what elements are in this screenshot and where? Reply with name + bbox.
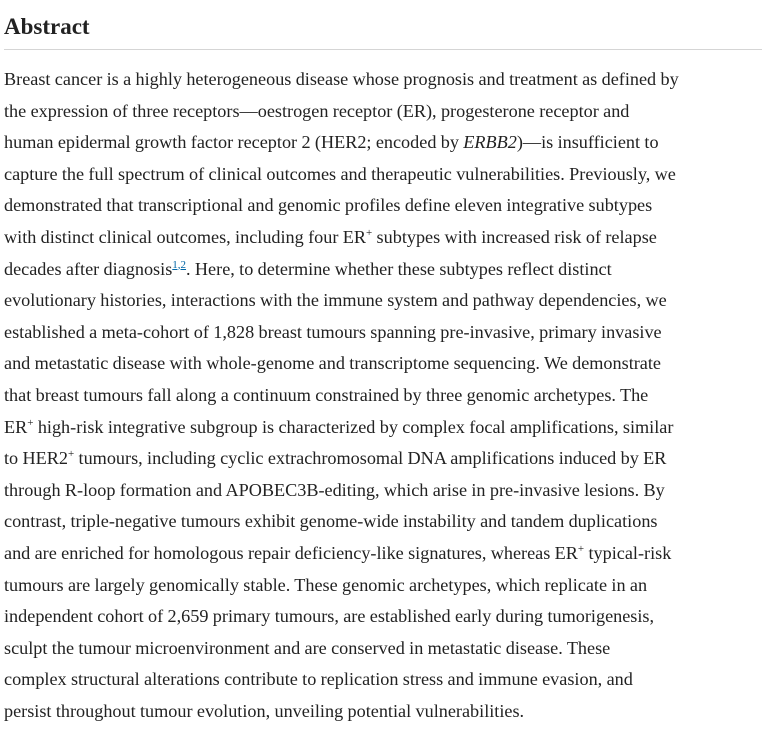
- abstract-line: and metastatic disease with whole-genome and transcriptome sequencing. We demonstrate: [4, 353, 661, 374]
- abstract-line: to HER2+ tumours, including cyclic extrachromosomal DNA amplifications induced by ER: [4, 448, 667, 469]
- superscript-plus: +: [365, 226, 373, 239]
- abstract-line: human epidermal growth factor receptor 2 (HER2; encoded by ERBB2)—is insufficient to: [4, 132, 659, 153]
- abstract-line: capture the full spectrum of clinical outcomes and therapeutic vulnerabilities. Previously, we: [4, 163, 676, 184]
- abstract-line: through R-loop formation and APOBEC3B-editing, which arise in pre-invasive lesions. By: [4, 479, 665, 500]
- abstract-line: with distinct clinical outcomes, including four ER+ subtypes with increased risk of relapse: [4, 226, 657, 247]
- abstract-line: sculpt the tumour microenvironment and are conserved in metastatic disease. These: [4, 637, 611, 658]
- abstract-line: established a meta-cohort of 1,828 breast tumours spanning pre-invasive, primary invasive: [4, 321, 662, 342]
- abstract-line: tumours are largely genomically stable. These genomic archetypes, which replicate in an: [4, 574, 648, 595]
- abstract-heading: Abstract: [4, 0, 762, 50]
- abstract-line: that breast tumours fall along a continuum constrained by three genomic archetypes. The: [4, 384, 649, 405]
- gene-name-erbb2: ERBB2: [463, 132, 517, 153]
- abstract-line: decades after diagnosis$^{1,2}$. Here, to determine whether these subtypes reflect distinct: [4, 258, 612, 279]
- abstract-line: and are enriched for homologous repair deficiency-like signatures, whereas ER+ typical-risk: [4, 542, 672, 563]
- abstract-line: ER+ high-risk integrative subgroup is characterized by complex focal amplifications, similar: [4, 416, 674, 437]
- abstract-line: the expression of three receptors—oestrogen receptor (ER), progesterone receptor and: [4, 100, 630, 121]
- abstract-line: persist throughout tumour evolution, unveiling potential vulnerabilities.: [4, 700, 525, 721]
- citation-link-1-2[interactable]: 1,2: [172, 258, 187, 271]
- abstract-line: complex structural alterations contribute to replication stress and immune evasion, and: [4, 669, 633, 690]
- abstract-body: [4, 50, 762, 727]
- abstract-line: evolutionary histories, interactions with the immune system and pathway dependencies, we: [4, 290, 667, 311]
- abstract-line: Breast cancer is a highly heterogeneous disease whose prognosis and treatment as defined by: [4, 69, 679, 89]
- superscript-plus: +: [67, 448, 75, 461]
- abstract-line: contrast, triple-negative tumours exhibit genome-wide instability and tandem duplications: [4, 511, 658, 532]
- superscript-plus: +: [27, 416, 34, 429]
- abstract-section: [4, 0, 762, 727]
- superscript-plus: +: [577, 542, 585, 555]
- abstract-line: demonstrated that transcriptional and genomic profiles define eleven integrative subtypes: [4, 195, 653, 216]
- abstract-line: independent cohort of 2,659 primary tumours, are established early during tumorigenesis,: [4, 606, 655, 627]
